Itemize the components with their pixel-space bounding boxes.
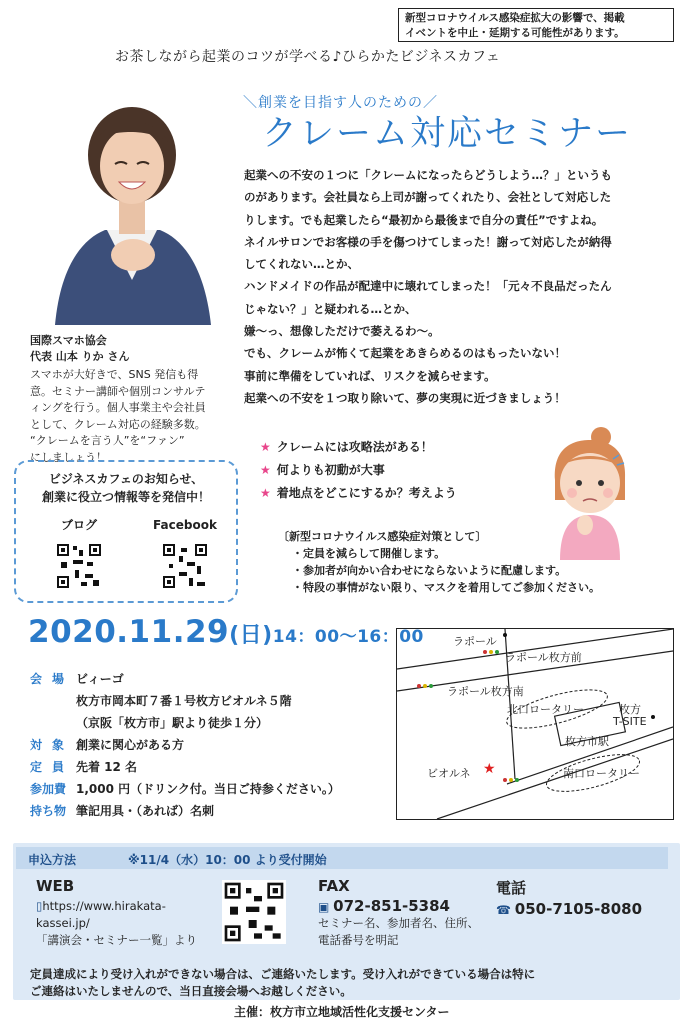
star-icon: ★	[260, 486, 271, 500]
intro-line: 嫌〜っ、想像しただけで萎えるわ〜。	[244, 324, 440, 339]
intro-line: でも、クレームが怖くて起業をあきらめるのはもったいない！	[244, 346, 566, 361]
bring-value: 筆記用具・（あれば）名刺	[76, 804, 215, 818]
intro-line: ハンドメイドの作品が配達中に壊れてしまった！「元々不良品だったん	[244, 279, 612, 294]
web-path: 「講演会・セミナー一覧」より	[36, 933, 197, 947]
capacity-value: 先着 12 名	[76, 760, 138, 774]
bio-line: “クレームを言う人”を“ファン”	[30, 434, 185, 447]
application-title: 申込方法	[28, 853, 77, 867]
venue-row	[30, 668, 340, 690]
target-label: 対象	[30, 738, 75, 752]
bio-line: として、クレーム対応の経験多数。	[30, 417, 206, 431]
map-label-station: 枚方市駅	[565, 735, 609, 748]
point-item: ★ 何よりも初動が大事	[260, 463, 385, 477]
web-url-line-2[interactable]: kassei.jp/	[36, 916, 90, 930]
event-date	[28, 614, 424, 650]
fax-section	[318, 877, 479, 949]
organizer-footer: 主催：枚方市立地域活性化支援センター	[234, 1005, 450, 1019]
news-line-1: ビジネスカフェのお知らせ、	[48, 472, 204, 486]
phone-icon: ▯	[36, 899, 43, 913]
intro-line: 起業への不安の１つに「クレームになったらどうしよう…？」というも	[244, 168, 612, 182]
target-value: 創業に関心がある方	[76, 738, 185, 752]
traffic-light-icon	[417, 684, 433, 688]
target-row	[30, 734, 340, 756]
blog-qr-code[interactable]	[55, 542, 103, 590]
speaker-org: 国際スマホ協会	[30, 334, 107, 347]
web-qr-code[interactable]	[222, 880, 286, 944]
star-icon: ★	[260, 440, 271, 454]
application-start: ※11/4（水）10：00 より受付開始	[128, 853, 327, 867]
note-line-2: ご連絡はいたしませんので、当日直接会場へお越しください。	[30, 984, 352, 998]
fee-label: 参加費	[30, 782, 67, 796]
tagline: お茶しながら起業のコツが学べる♪ひらかたビジネスカフェ	[115, 49, 501, 65]
blog-label: ブログ	[60, 518, 97, 532]
web-section	[36, 877, 197, 949]
news-box	[14, 460, 238, 603]
application-note	[30, 966, 535, 1000]
venue-value: ビィーゴ	[76, 672, 124, 686]
point-item: ★ クレームには攻略法がある！	[260, 440, 433, 454]
intro-line: ネイルサロンでお客様の手を傷つけてしまった！謝って対応したが納得	[244, 234, 612, 249]
covid-item: ・参加者が向かい合わせにならないように配慮します。	[292, 564, 567, 577]
facebook-qr-code[interactable]	[161, 542, 209, 590]
web-url-line-1[interactable]: https://www.hirakata-	[42, 899, 166, 913]
map-label-south-rotary: 南口ロータリー	[563, 767, 640, 780]
fax-icon: ▣	[318, 900, 330, 914]
venue-address: 枚方市岡本町７番１号枚方ビオルネ５階	[76, 694, 292, 708]
speaker-bio	[30, 367, 235, 466]
event-details	[30, 668, 340, 822]
capacity-label: 定員	[30, 760, 75, 774]
covid-measures	[278, 528, 600, 596]
capacity-row	[30, 756, 340, 778]
traffic-light-icon	[503, 778, 519, 782]
news-line-2: 創業に役立つ情報等を発信中！	[41, 490, 210, 504]
notice-line-2: イベントを中止・延期する可能性があります。	[405, 27, 625, 39]
page-title: クレーム対応セミナー	[262, 114, 633, 154]
intro-line: 事前に準備をしていれば、リスクを減らせます。	[244, 368, 496, 383]
covid-item: ・定員を減らして開催します。	[292, 547, 446, 560]
notice-box	[398, 8, 674, 42]
speaker-name: 代表 山本 りか さん	[30, 350, 130, 363]
bio-line: にしましょう！	[30, 450, 107, 464]
map-label-laporte-front: ラポール枚方前	[505, 651, 582, 664]
map-label-laporte-south: ラポール枚方南	[447, 685, 524, 698]
telephone-icon: ☎	[496, 903, 511, 917]
fax-heading: FAX	[318, 877, 350, 895]
blog-column	[34, 516, 124, 590]
note-line-1: 定員達成により受け入れができない場合は、ご連絡いたします。受け入れができている場合は特に	[30, 967, 536, 981]
bio-line: 意。セミナー講師や個別コンサルテ	[30, 384, 206, 398]
bring-label: 持ち物	[30, 804, 67, 818]
map-label-tsite: T-SITE	[613, 715, 647, 728]
fax-note-1: セミナー名、参加者名、住所、	[318, 916, 479, 930]
fax-note-2: 電話番号を明記	[318, 933, 399, 947]
intro-line: のがあります。会社員なら上司が謝ってくれたり、会社として対応した	[244, 190, 612, 205]
facebook-column	[140, 516, 230, 590]
subtitle: ＼創業を目指す人のための／	[243, 95, 438, 111]
tel-number: 050-7105-8080	[514, 900, 643, 918]
intro-text	[244, 164, 674, 409]
application-header	[16, 847, 668, 869]
fee-row	[30, 778, 340, 800]
bring-row	[30, 800, 340, 822]
intro-line: りします。でも起業したら“最初から最後まで自分の責任”ですよね。	[244, 212, 604, 227]
venue-label: 会場	[30, 672, 75, 686]
covid-head: 〔新型コロナウイルス感染症対策として〕	[278, 530, 487, 543]
traffic-light-icon	[483, 650, 499, 654]
access-map	[396, 628, 674, 820]
speaker-profile	[30, 333, 235, 466]
intro-line: してくれない…とか、	[244, 257, 359, 272]
covid-item: ・特段の事情がない限り、マスクを着用してご参加ください。	[292, 581, 600, 594]
facebook-label: Facebook	[153, 518, 217, 532]
viorne-star-icon: ★	[483, 761, 496, 777]
fee-value: 1,000 円（ドリンク付。当日ご持参ください。）	[76, 782, 340, 796]
intro-line: じゃない？」と疑われる…とか、	[244, 301, 417, 316]
tel-section	[496, 877, 642, 918]
point-item: ★ 着地点をどこにするか？考えよう	[260, 486, 457, 500]
map-label-laporte: ラポール	[453, 635, 497, 648]
web-heading: WEB	[36, 877, 75, 895]
date-main: 2020.11.29	[28, 614, 230, 650]
bio-line: ィングを行う。個人事業主や会社員	[30, 401, 206, 414]
map-label-hirakata: 枚方	[619, 703, 641, 716]
speaker-photo	[35, 80, 230, 325]
intro-line: 起業への不安を１つ取り除いて、夢の実現に近づきましょう！	[244, 390, 566, 405]
star-icon: ★	[260, 463, 271, 477]
key-points	[260, 436, 457, 505]
venue-access: （京阪「枚方市」駅より徒歩１分）	[76, 716, 269, 730]
bio-line: スマホが大好きで、SNS 発信も得	[30, 368, 199, 381]
tel-heading: 電話	[496, 879, 527, 897]
map-label-viorne: ビオルネ	[427, 767, 471, 780]
date-dow: (日)	[229, 623, 273, 648]
fax-number: 072-851-5384	[333, 897, 450, 915]
date-time: 14：00～16：00	[272, 627, 424, 647]
notice-line-1: 新型コロナウイルス感染症拡大の影響で、掲載	[405, 12, 625, 24]
map-label-north-rotary: 北口ロータリー	[507, 703, 584, 716]
